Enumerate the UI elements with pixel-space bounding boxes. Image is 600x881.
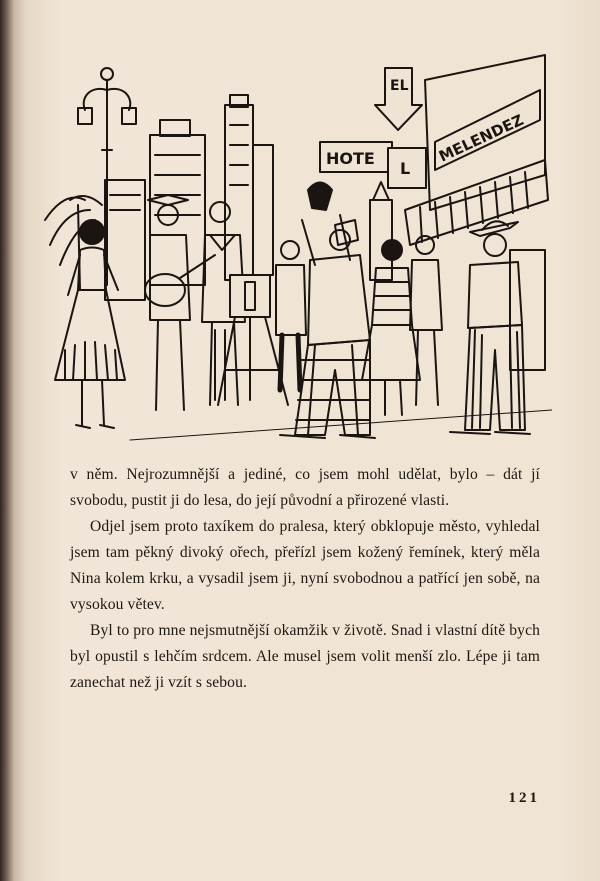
paragraph-1: v něm. Nejrozumnější a jediné, co jsem mohl udělat, bylo – dát jí svobodu, pustit ji do lesa, do její původní a přirozené vlasti. (70, 466, 540, 509)
easel (218, 275, 288, 405)
store-sign-text: MELENDEZ (436, 110, 527, 166)
hotel-sign-text: HOTE (326, 149, 375, 168)
street-illustration (40, 50, 552, 445)
man-in-hat (450, 221, 530, 434)
hotel-sign-tail-text: L (400, 159, 411, 178)
vertical-sign-text: EL (390, 78, 409, 94)
skyscrapers (105, 95, 392, 300)
man-with-monkey (280, 183, 375, 439)
page-number: 121 (508, 790, 540, 806)
street-lamp (78, 68, 136, 285)
hotel-sign (320, 142, 426, 188)
vertical-sign (375, 68, 422, 130)
paragraph-2: Odjel jsem proto taxíkem do pralesa, který obklopuje město, vyhledal jsem tam pěkný divoký ořech, přeřízl jsem kožený řemínek, který měla Nina kolem krku, a vysadil jsem ji, nyní svobodnou a patřící jen sobě, na vysokou větev. (70, 518, 540, 613)
paragraph-3: Byl to pro mne nejsmutnější okamžik v životě. Snad i vlastní dítě bych byl opustil s lehčím srdcem. Ale musel jsem volit menší zlo. Lépe ji tam zanechat než ji vzít s sebou. (70, 622, 540, 691)
body-text (70, 462, 540, 696)
melendez-store (405, 55, 548, 370)
